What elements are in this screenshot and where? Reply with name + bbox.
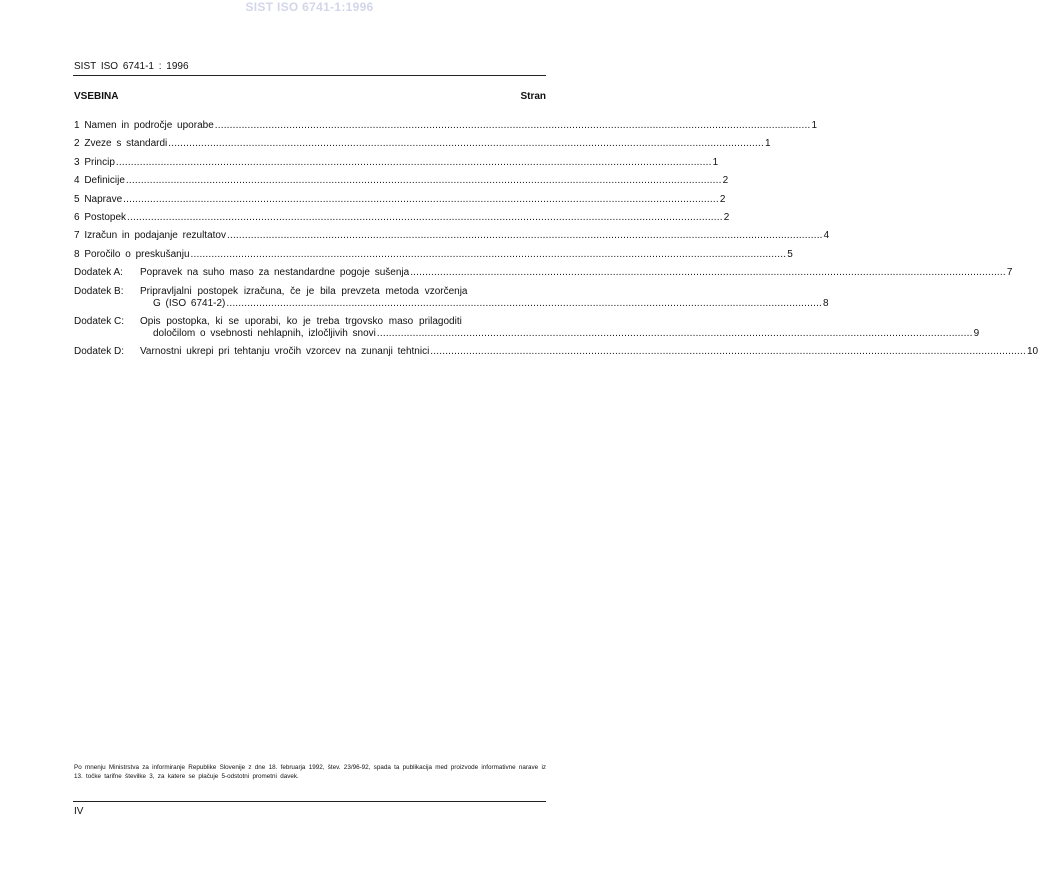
toc-entry-page: 1	[811, 120, 817, 131]
dot-leader	[377, 328, 973, 340]
toc-entry[interactable]	[74, 175, 729, 187]
annex-label: Dodatek B:	[74, 285, 124, 297]
annex-title-continued: G (ISO 6741-2)	[153, 297, 226, 309]
dot-leader	[123, 194, 719, 206]
header-rule	[73, 75, 546, 76]
toc-annex-entry[interactable]	[74, 315, 980, 340]
toc-annex-entry[interactable]	[74, 267, 1013, 279]
toc-entry-title: 8 Poročilo o preskušanju	[74, 248, 190, 260]
table-of-contents	[74, 120, 1038, 365]
toc-entry[interactable]	[74, 138, 771, 150]
toc-entry-page: 1	[764, 138, 771, 150]
footnote: Po mnenju Ministrstva za informiranje Republike Slovenije z dne 18. februarja 1992, štev. 23/96-92, spada ta publikacija med proizvode informativne narave iz 13. točke tarifne številke 3, za katere se plačuje 5-odstotni prometni davek.	[74, 764, 546, 780]
toc-entry-page: 1	[712, 156, 719, 168]
toc-annex-entry[interactable]	[74, 285, 829, 310]
annex-page: 10	[1026, 346, 1038, 358]
annex-title: Pripravljalni postopek izračuna, če je bila prevzeta metoda vzorčenja	[140, 285, 468, 297]
page-column-heading: Stran	[520, 91, 546, 102]
toc-entry-page: 2	[722, 175, 729, 187]
dot-leader	[127, 212, 723, 224]
toc-entry-title: 2 Zveze s standardi	[74, 138, 168, 150]
annex-title: Opis postopka, ki se uporabi, ko je treba trgovsko maso prilagoditi	[140, 315, 462, 327]
dot-leader	[126, 175, 722, 187]
toc-entry-page: 2	[719, 193, 726, 205]
toc-annex-entry[interactable]	[74, 346, 1038, 358]
toc-entry[interactable]	[74, 156, 719, 169]
document-code: SIST ISO 6741-1 : 1996	[74, 61, 189, 72]
toc-heading: VSEBINA	[74, 91, 119, 102]
toc-entry-title: 6 Postopek	[74, 211, 127, 223]
annex-label: Dodatek C:	[74, 315, 125, 327]
toc-entry[interactable]	[74, 211, 730, 224]
annex-title: Popravek na suho maso za nestandardne pogoje sušenja	[140, 267, 410, 279]
toc-entry-page: 2	[723, 211, 730, 223]
toc-entry[interactable]	[74, 193, 726, 206]
annex-page: 7	[1006, 267, 1013, 279]
toc-entry-title: 1 Namen in področje uporabe	[74, 120, 214, 131]
dot-leader	[116, 157, 712, 169]
annex-label: Dodatek D:	[74, 346, 125, 358]
dot-leader	[227, 230, 823, 242]
dot-leader	[226, 298, 822, 310]
dot-leader	[410, 267, 1006, 279]
toc-entry[interactable]	[74, 248, 793, 261]
annex-label: Dodatek A:	[74, 267, 123, 279]
footer-rule	[73, 801, 546, 802]
toc-entry-title: 4 Definicije	[74, 175, 125, 187]
toc-entry-page: 5	[787, 248, 793, 260]
dot-leader	[191, 249, 787, 261]
annex-title-continued: določilom o vsebnosti nehlapnih, izločljivih snovi	[153, 327, 376, 339]
annex-page: 9	[973, 327, 980, 339]
toc-entry-title: 5 Naprave	[74, 193, 123, 205]
dot-leader	[168, 138, 764, 150]
toc-entry[interactable]	[74, 120, 817, 132]
annex-page: 8	[823, 297, 829, 309]
dot-leader	[215, 120, 811, 132]
page-number: IV	[74, 806, 84, 817]
watermark: SIST ISO 6741-1:1996	[245, 0, 374, 14]
toc-entry[interactable]	[74, 230, 830, 242]
toc-entry-title: 7 Izračun in podajanje rezultatov	[74, 230, 226, 242]
dot-leader	[430, 346, 1026, 358]
toc-heading-row	[74, 91, 546, 102]
toc-entry-title: 3 Princip	[74, 156, 115, 168]
toc-entry-page: 4	[823, 230, 830, 242]
annex-title: Varnostni ukrepi pri tehtanju vročih vzorcev na zunanji tehtnici	[140, 346, 430, 358]
